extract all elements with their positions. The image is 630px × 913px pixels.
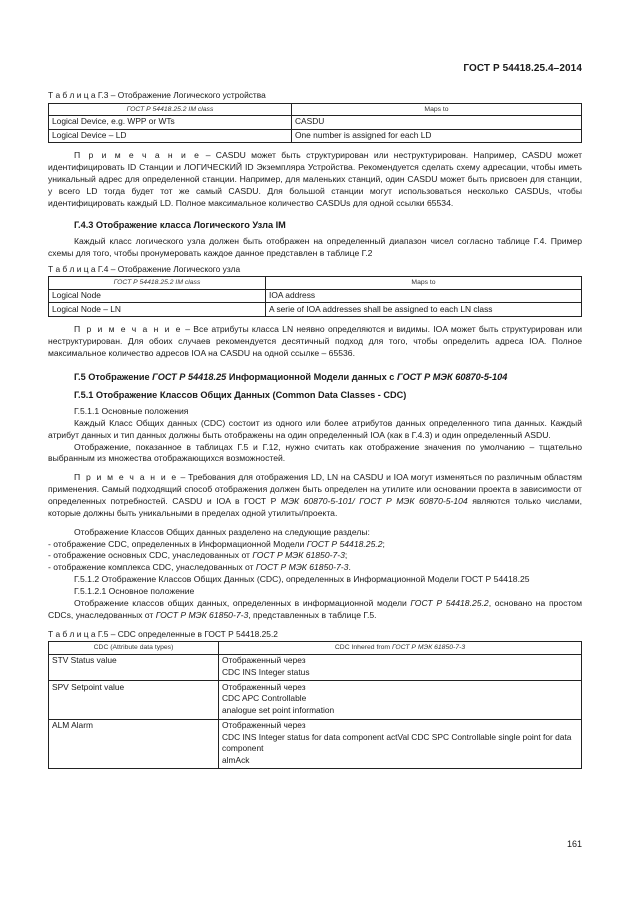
table-cell: ALM Alarm (49, 719, 219, 769)
table-row (49, 289, 582, 303)
table-header-cell: CDC (Attribute data types) (49, 642, 219, 654)
note-text: – CASDU может быть структурирован или неструктурирован. Например, CASDU может идентифицировать ID Станции и ЛОГИЧЕСКИЙ ID Экземпляра Устройства. Рекомендуется сделать схему адресации, чтобы иметь уникальный адрес для определенной станции. Например, для маленьких станций, один CASDU может быть присвоен для станции, у всего LD тогда будет тот же самый CASDU. Для большой станции могут использоваться несколько CASDUs, чтобы идентифицировать каждый LD. Полное максимальное количество CASDUs для одной ссылки 65534. (48, 150, 583, 208)
note-paragraph: П р и м е ч а н и е – Требования для отображения LD, LN на CASDU и IOA могут изменяться по различным областям применения. Самый подходящий способ отображения должен быть определен на утилите или основании проекта в зависимости от определенных потребностей. CASDU и IOA в ГОСТ Р МЭК 60870-5-101/ ГОСТ Р МЭК 60870-5-104 являются только числами, которые должны быть уникальными в пределах одной утилиты/проекта. (48, 472, 583, 518)
table-label: Т а б л и ц а (48, 90, 96, 100)
table-header-cell: ГОСТ Р 54418.25.2 IM class (49, 103, 292, 115)
table-header-row (49, 642, 582, 654)
note-text: – Все атрибуты класса LN неявно определяются и видимы. IOA может быть структурирован или неструктурирован. Для обоих случаев рекомендуется десятичный подход для того, чтобы определить адреса IOA. Полное максимальное количество адресов IOA на CASDU на одной ссылке – 65536. (48, 324, 583, 358)
note-paragraph (48, 324, 582, 360)
body-paragraph: Отображение, показанное в таблицах Г.5 и Г.12, нужно считать как отображение значения по умолчанию – тщательно выбранным из множества отображающихся возможностей. (48, 441, 582, 464)
table-cell: Logical Node – LN (49, 303, 266, 317)
section-heading: Г.5 Отображение ГОСТ Р 54418.25 Информационной Модели данных с ГОСТ Р МЭК 60870-5-104 (74, 371, 508, 382)
table-header-cell: Maps to (266, 277, 582, 289)
note-label: П р и м е ч а н и е (74, 150, 201, 161)
table-title: Г.3 – Отображение Логического устройства (95, 90, 266, 100)
table-cell: One number is assigned for each LD (292, 129, 582, 143)
table-cell: Отображенный через CDC INS Integer status (219, 654, 582, 681)
table-g4-caption (48, 264, 582, 276)
note-label: П р и м е ч а н и е (74, 324, 182, 335)
table-cell: Logical Node (49, 289, 266, 303)
table-g5-caption (48, 629, 582, 641)
table-cell: CASDU (292, 115, 582, 129)
clause-heading: Г.5.1.1 Основные положения (74, 405, 189, 416)
list-item: - отображение основных CDC, унаследованных от ГОСТ Р МЭК 61850-7-3; (48, 550, 348, 561)
table-header-cell: ГОСТ Р 54418.25.2 IM class (49, 277, 266, 289)
page-content (48, 90, 582, 769)
table-g3 (48, 103, 582, 144)
table-g5 (48, 641, 582, 769)
page-number: 161 (566, 839, 582, 849)
table-cell: IOA address (266, 289, 582, 303)
table-header-row (49, 103, 582, 115)
table-cell: STV Status value (49, 654, 219, 681)
list-item: - отображение CDC, определенных в Информационной Модели ГОСТ Р 54418.25.2; (48, 538, 385, 549)
table-row (49, 115, 582, 129)
body-paragraph: Отображение классов общих данных, определенных в информационной модели ГОСТ Р 54418.25.2, основано на простом CDCs, унаследованных от ГОСТ Р МЭК 61850-7-3, представленных в таблице Г.5. (48, 597, 582, 620)
table-row (49, 681, 582, 719)
table-header-cell: Maps to (292, 103, 582, 115)
body-paragraph: Каждый класс логического узла должен быть отображен на определенный диапазон чисел согласно таблице Г.4. Пример схемы для того, чтобы пронумеровать каждое данное представлен в таблице Г.2 (48, 236, 582, 258)
list-intro: Отображение Классов Общих данных разделено на следующие разделы: (74, 526, 370, 537)
table-row (49, 303, 582, 317)
table-label: Т а б л и ц а (48, 628, 96, 639)
table-row (49, 654, 582, 681)
list-item: - отображение комплекса CDC, унаследованных от ГОСТ Р МЭК 61850-7-3. (48, 562, 351, 573)
table-title: Г.5 – CDC определенные в ГОСТ Р 54418.25.2 (95, 628, 278, 639)
table-g4 (48, 276, 582, 317)
table-title: Г.4 – Отображение Логического узла (95, 263, 241, 274)
table-cell: A serie of IOA addresses shall be assigned to each LN class (266, 303, 582, 317)
table-row (49, 719, 582, 769)
clause-heading: Г.5.1.2.1 Основное положение (74, 586, 195, 596)
table-cell: Отображенный через CDC APC Controllable analogue set point information (219, 681, 582, 719)
clause-heading: Г.5.1.2 Отображение Классов Общих Данных (CDC), определенных в Информационной Модели ГОСТ Р 54418.25 (74, 574, 530, 585)
body-paragraph: Каждый Класс Общих данных (CDC) состоит из одного или более атрибутов данных определенного типа данных. Каждый атрибут данных и тип данных должны быть отображены на один определенный IOA (как в Г.4.3) и один определенный ASDU. (48, 417, 582, 440)
note-label: П р и м е ч а н и е (74, 472, 178, 483)
table-g3-caption (48, 90, 582, 102)
section-heading: Г.4.3 Отображение класса Логического Узла IM (74, 220, 286, 231)
table-header-cell: CDC Inhered from ГОСТ Р МЭК 61850-7-3 (219, 642, 582, 654)
table-header-row (49, 277, 582, 289)
table-row (49, 129, 582, 143)
table-label: Т а б л и ц а (48, 263, 96, 274)
document-header: ГОСТ Р 54418.25.4–2014 (463, 63, 582, 74)
subsection-heading: Г.5.1 Отображение Классов Общих Данных (Common Data Classes - CDC) (74, 390, 407, 401)
table-cell: Logical Device – LD (49, 129, 292, 143)
note-paragraph (48, 150, 582, 209)
table-cell: Logical Device, e.g. WPP or WTs (49, 115, 292, 129)
table-cell: Отображенный через CDC INS Integer status for data component actVal CDC SPC Controllable single point for data component almAck (219, 719, 582, 769)
table-cell: SPV Setpoint value (49, 681, 219, 719)
